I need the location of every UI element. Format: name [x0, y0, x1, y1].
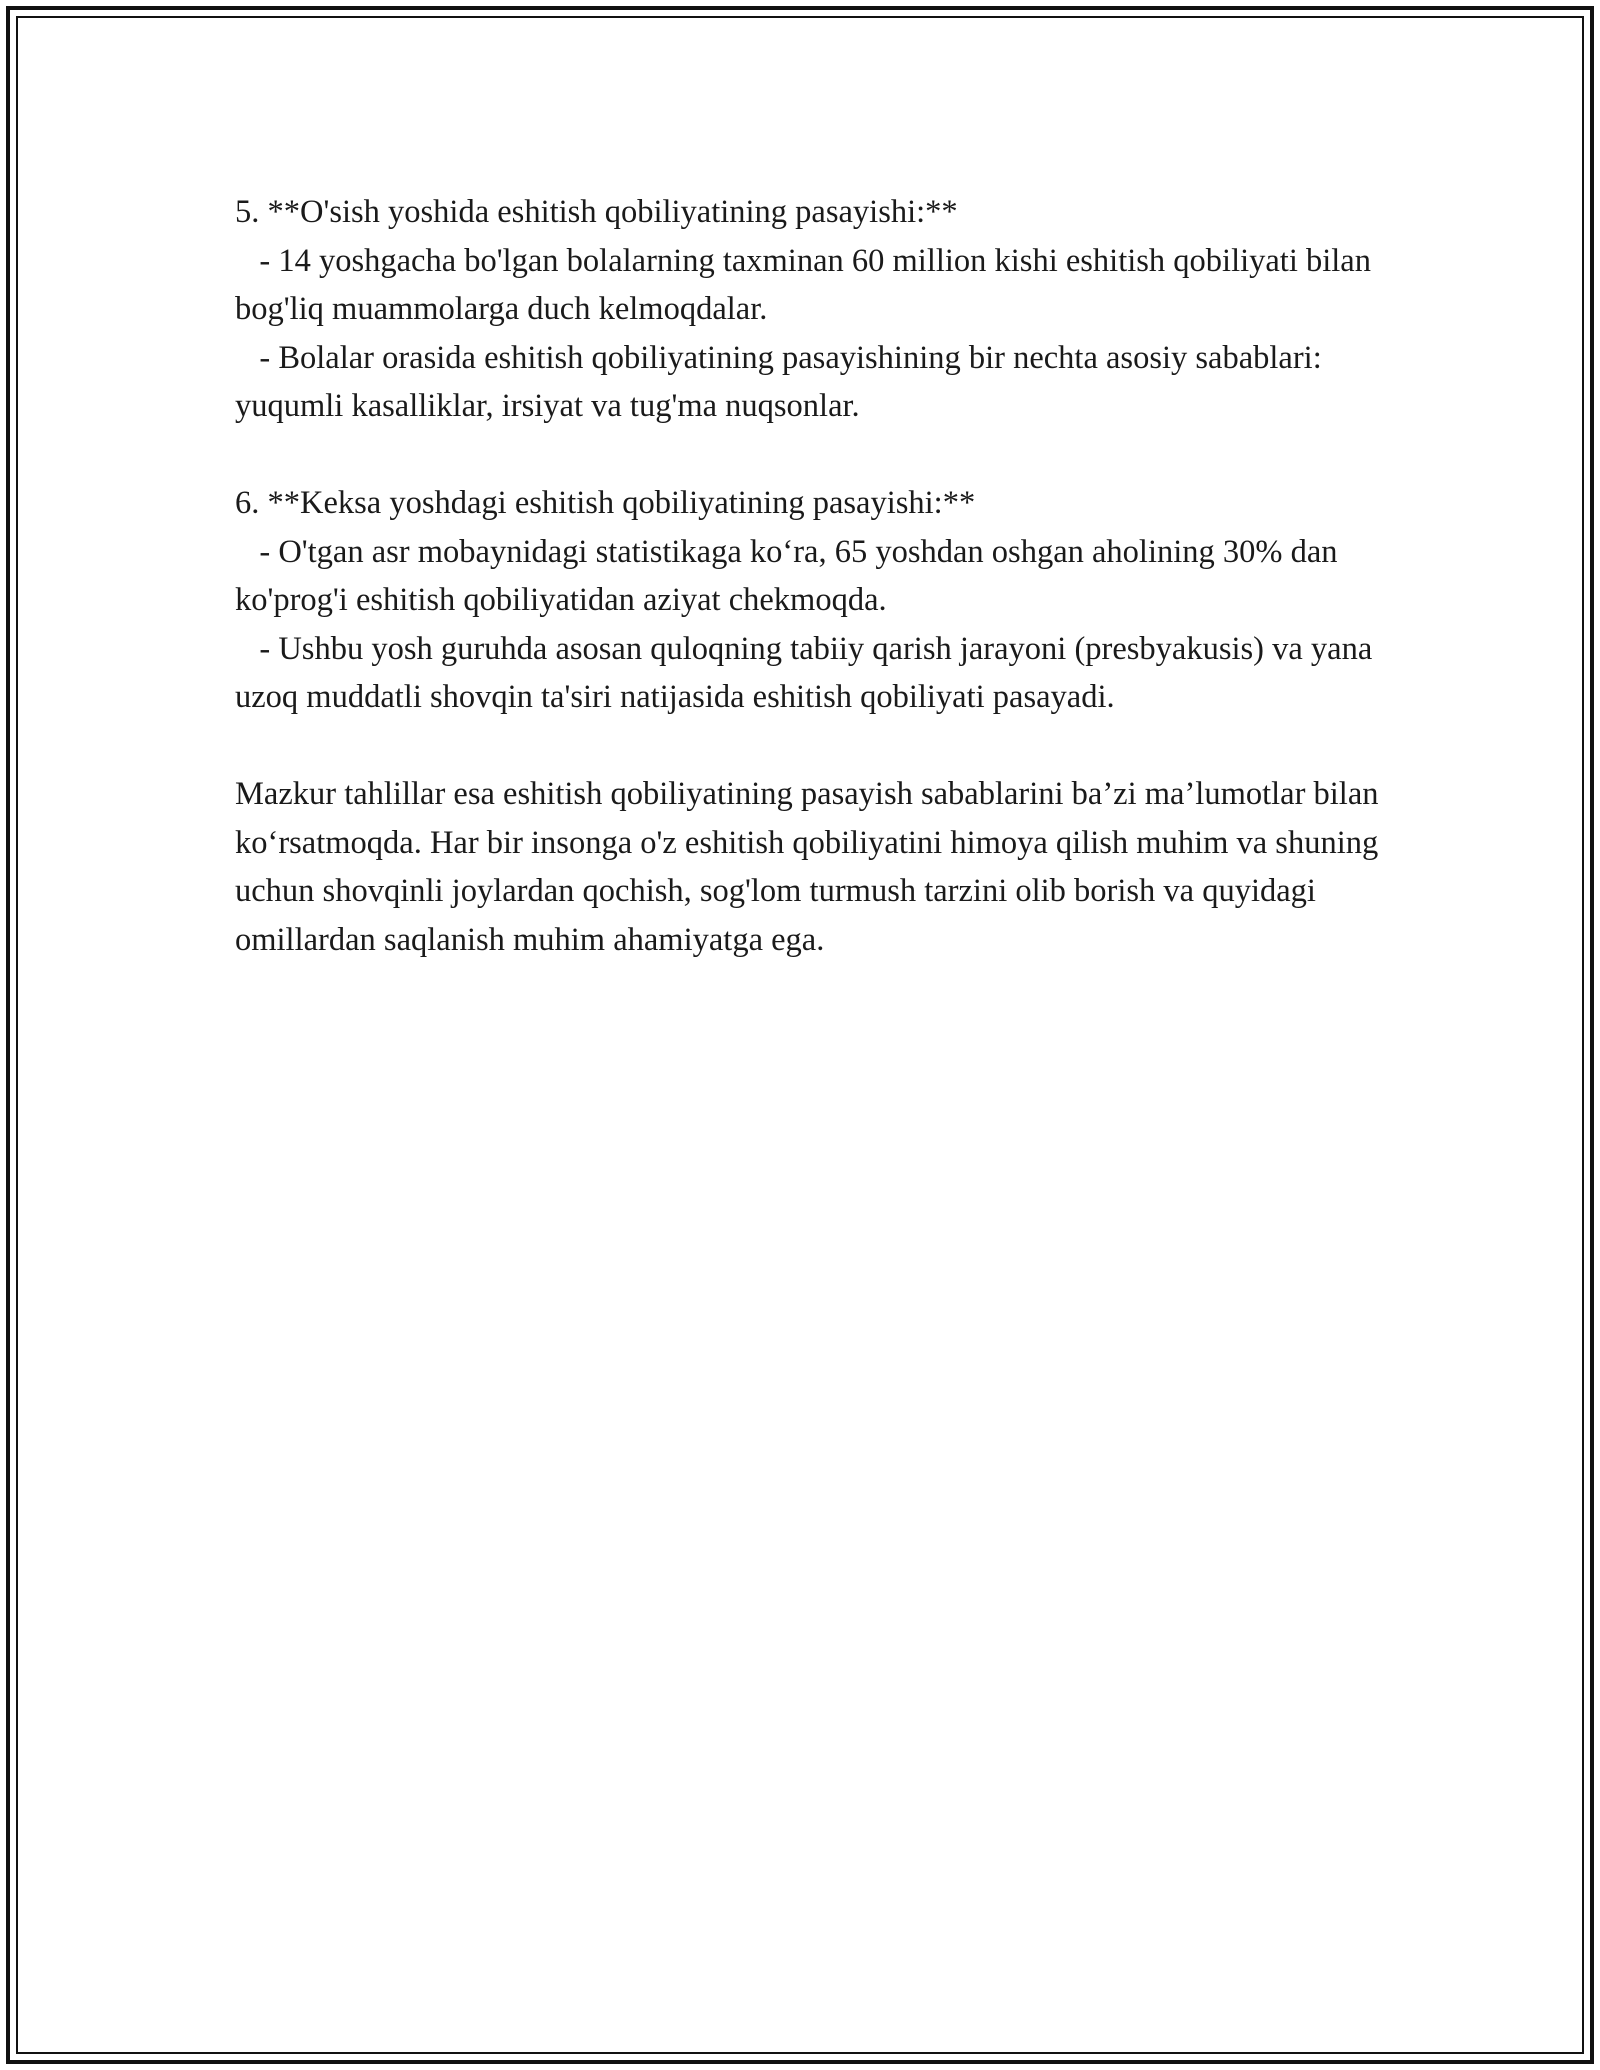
section-5-bullet-2 [235, 334, 1385, 431]
section-5-heading: 5. **O'sish yoshida eshitish qobiliyatining pasayishi:** [235, 194, 958, 230]
section-6-bullet-1-text: - O'tgan asr mobaynidagi statistikaga ko‘ra, 65 yoshdan oshgan aholining 30% dan ko'prog'i eshitish qobiliyatidan aziyat chekmoqda. [235, 533, 1338, 618]
section-6-bullet-2-text: - Ushbu yosh guruhda asosan quloqning tabiiy qarish jarayoni (presbyakusis) va yana uzoq muddatli shovqin ta'siri natijasida eshitish qobiliyati pasayadi. [235, 630, 1373, 715]
section-6-bullet-1 [235, 528, 1385, 625]
section-5-bullet-2-text: - Bolalar orasida eshitish qobiliyatining pasayishining bir nechta asosiy sabablari: yuqumli kasalliklar, irsiyat va tug'ma nuqsonlar. [235, 339, 1322, 424]
conclusion-paragraph: Mazkur tahlillar esa eshitish qobiliyatining pasayish sabablarini ba’zi ma’lumotlar bilan ko‘rsatmoqda. Har bir insonga o'z eshitish qobiliyatini himoya qilish muhim va shuning uchun shovqinli joylardan qochish, sog'lom turmush tarzini olib borish va quyidagi omillardan saqlanish muhim ahamiyatga ega. [235, 776, 1379, 958]
section-6-bullet-2 [235, 625, 1385, 722]
document-body [235, 188, 1385, 964]
section-6-heading: 6. **Keksa yoshdagi eshitish qobiliyatining pasayishi:** [235, 485, 976, 521]
section-5-bullet-1-text: - 14 yoshgacha bo'lgan bolalarning taxminan 60 million kishi eshitish qobiliyati bilan bog'liq muammolarga duch kelmoqdalar. [235, 242, 1371, 327]
paragraph-gap [235, 431, 1385, 480]
paragraph-gap [235, 722, 1385, 771]
section-5-bullet-1 [235, 237, 1385, 334]
